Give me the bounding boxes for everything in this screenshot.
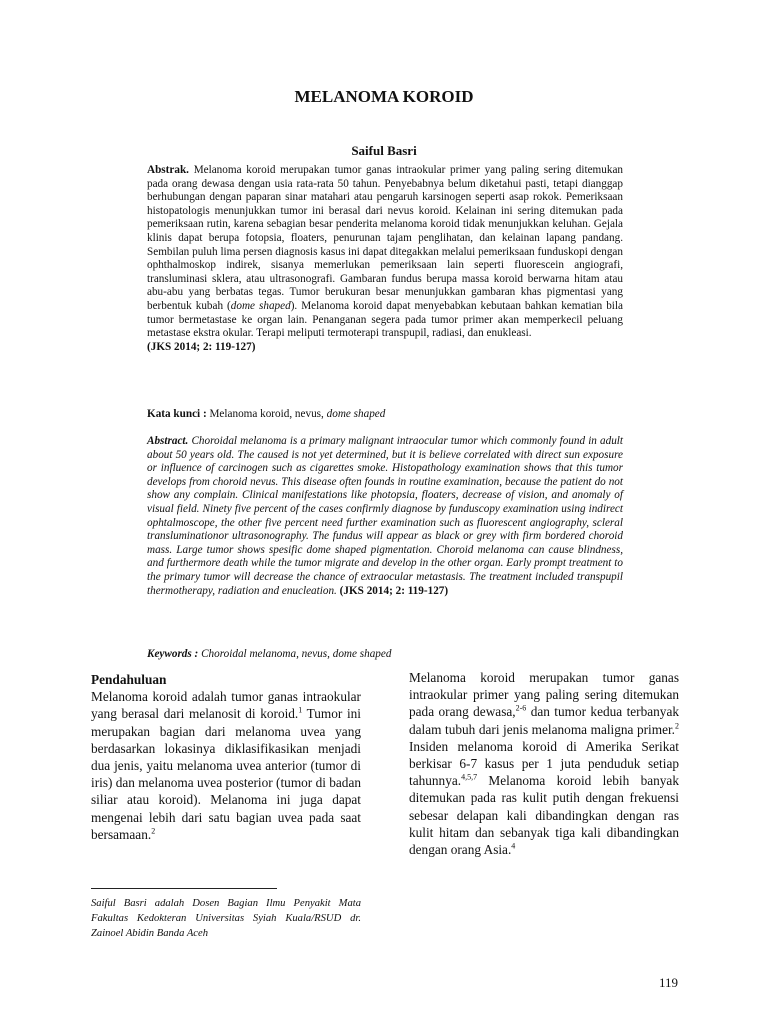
journal-reference: (JKS 2014; 2: 119-127): [147, 340, 256, 353]
citation-3: 2-6: [515, 703, 527, 713]
citation-2: 2: [151, 826, 156, 836]
abstract-text-end: ). Melanoma koroid dapat menyebabkan kebutaan bahkan kematian bila tumor bermetastase ke organ lain. Penanganan segera pada tumor primer akan memperkecil peluang metastase ekstra okular. Terapi meliputi termoterapi transpupil, radiasi, dan enukleasi.: [147, 299, 623, 340]
keywords-dome-shaped: dome shaped: [326, 408, 386, 420]
intro-text-2: Tumor ini merupakan bagian dari melanoma uvea yang berdasarkan lokasinya diklasifikasikan menjadi dua jenis, yaitu melanoma uvea anterior (tumor di iris) dan melanoma uvea posterior (tumor di badan siliar atau koroid). Melanoma ini juga dapat mengenai lebih dari satu bagian uvea pada saat bersamaan.: [91, 706, 361, 842]
journal-reference-en: (JKS 2014; 2: 119-127): [339, 584, 449, 597]
keywords-en-text: Choroidal melanoma, nevus, dome shaped: [198, 648, 392, 660]
abstract-text: Melanoma koroid merupakan tumor ganas intraokular primer yang paling sering ditemukan pada orang dewasa dengan usia rata-rata 50 tahun. Penyebabnya belum diketahui pasti, tetapi dianggap berhubungan dengan paparan sinar matahari atau pengaruh karsinogen seperti asap rokok. Pemeriksaan histopatologis menunjukkan tumor ini berasal dari nevus koroid. Kelainan ini sering ditemukan pada pemeriksaan rutin, karena sebagian besar penderita melanoma koroid tidak menunjukkan keluhan. Gejala klinis dapat berupa fotopsia, floaters, penurunan tajam penglihatan, dan kelainan lapang pandang. Sembilan puluh lima persen diagnosis kasus ini dapat ditegakkan melalui pemeriksaan funduskopi dengan ophthalmoskop indirek, sisanya memerlukan pemeriksaan lain seperti fluorescein angiografi, transluminasi sklera, atau ultrasonografi. Gambaran fundus berupa massa koroid berwarna hitam atau abu-abu yang berbatas tegas. Tumor berukuran besar menunjukkan gambaran khas pigmentasi yang berbentuk kubah (: [147, 164, 623, 312]
keywords-english: [147, 648, 623, 662]
footnote-divider: [91, 888, 277, 889]
keywords-indonesian: [147, 408, 623, 422]
citation-4: 2: [675, 721, 679, 731]
author-footnote: Saiful Basri adalah Dosen Bagian Ilmu Penyakit Mata Fakultas Kedokteran Universitas Syiah Kuala/RSUD dr. Zainoel Abidin Banda Aceh: [91, 898, 361, 939]
right-text-3: Insiden melanoma koroid di Amerika Serikat berkisar 6-7 kasus per 1 juta penduduk setiap tahunnya.: [409, 738, 679, 789]
paper-title: MELANOMA KOROID: [294, 87, 474, 106]
page-number: 119: [658, 975, 678, 990]
right-text-2: dan tumor kedua terbanyak dalam tubuh dari jenis melanoma maligna primer.: [409, 704, 679, 737]
section-heading: Pendahuluan: [91, 672, 167, 687]
keywords-label: Kata kunci :: [147, 408, 207, 420]
abstract-indonesian: [147, 164, 623, 354]
citation-1: 1: [298, 705, 303, 715]
author-name: Saiful Basri: [351, 143, 417, 158]
right-column: [409, 669, 679, 858]
citation-5: 4,5,7: [461, 772, 478, 782]
abstract-label: Abstrak.: [147, 164, 189, 176]
citation-6: 4: [511, 841, 516, 851]
left-column: [91, 671, 361, 843]
intro-paragraph: [91, 688, 361, 843]
keywords-en-label: Keywords :: [147, 648, 199, 660]
right-text-1: Melanoma koroid merupakan tumor ganas intraokular primer yang paling sering ditemukan pada orang dewasa,: [409, 670, 679, 720]
keywords-text: Melanoma koroid, nevus,: [206, 408, 327, 420]
dome-shaped-term: dome shaped: [230, 299, 291, 312]
abstract-english: [147, 435, 623, 598]
right-text-4: Melanoma koroid lebih banyak ditemukan pada ras kulit putih dengan frekuensi sebesar delapan kali dibandingkan dengan ras kulit hitam dan sebanyak tiga kali dibandingkan dengan orang Asia.: [409, 773, 679, 858]
intro-text-1: Melanoma koroid adalah tumor ganas intraokular yang berasal dari melanosit di koroid.: [91, 689, 361, 722]
abstract-en-text: Choroidal melanoma is a primary malignant intraocular tumor which commonly found in adult about 50 years old. The caused is not yet determined, but it is believe correlated with direct sun exposure or influence of carcinogen such as cigarettes smoke. Histopathology examination shows that this tumor develops from choroid nevus. This disease often founds in routine examination, because the patient do not show any complain. Clinical manifestations like photopsia, floaters, decrease of vision, and anomaly of visual field. Ninety five percent of the cases confirmly diagnose by funduscopy examination using indirect ophtalmoscope, the other five percent need further examination such as fluorescent angiography, scleral transluminationor ultrasonography. The fundus will appear as black or grey with firm bordered choroid mass. Large tumor shows spesific dome shaped pigmentation. Choroid melanoma can cause blindness, and furthermore death while the tumor migrate and develop in the other organ. Early prompt treatment to the primary tumor will decrease the chance of extraocular metastasis. The treatment included transpupil thermotherapy, radiation and enucleation.: [147, 435, 623, 597]
abstract-en-label: Abstract.: [147, 435, 189, 447]
